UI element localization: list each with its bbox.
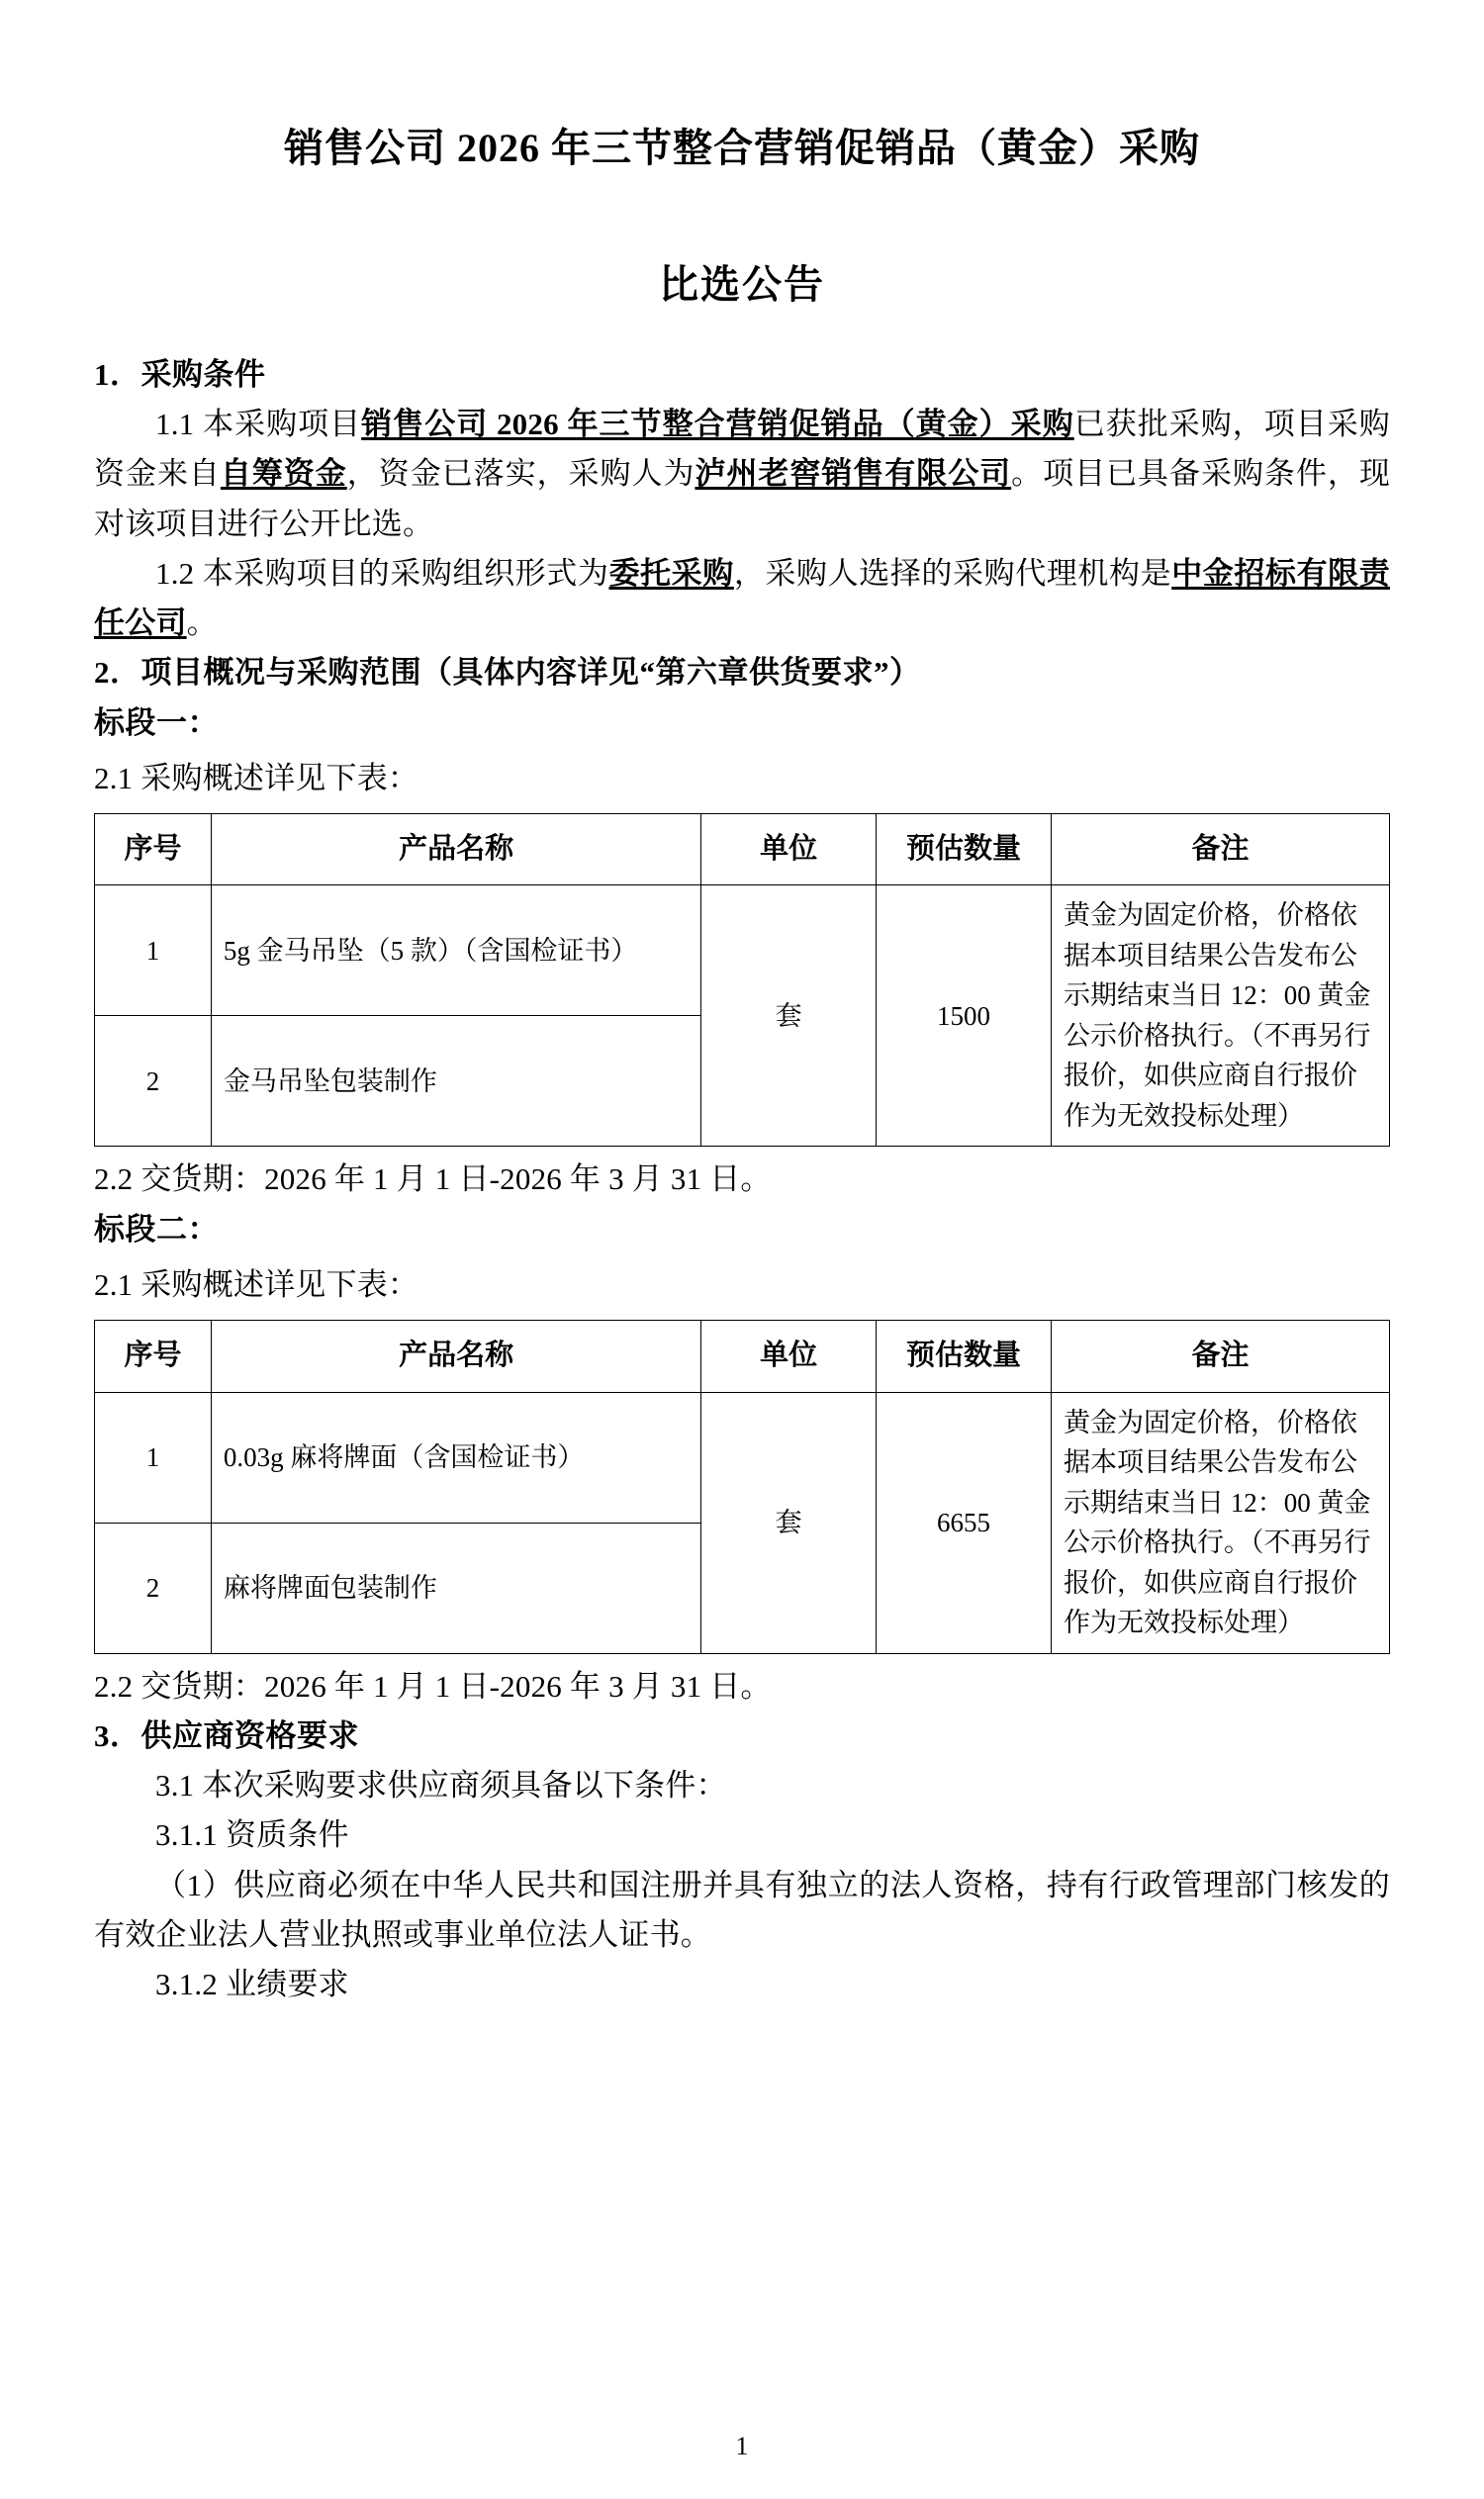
table-row [95,1392,1390,1523]
cell-note: 黄金为固定价格，价格依据本项目结果公告发布公示期结束当日 12：00 黄金公示价格执行。（不再另行报价，如供应商自行报价作为无效投标处理） [1052,885,1390,1147]
lot-1-label: 标段一： [94,704,219,740]
col-header-unit: 单位 [701,813,877,885]
col-header-index: 序号 [95,813,212,885]
clause-3-1: 3.1 本次采购要求供应商须具备以下条件： [155,1768,727,1804]
col-header-note: 备注 [1052,1321,1390,1393]
lot-2-table [94,1320,1390,1654]
col-header-product: 产品名称 [211,1321,700,1393]
section-2 [94,648,1390,1712]
cell-index: 2 [95,1523,212,1653]
clause-1-1-project-name: 销售公司 2026 年三节整合营销促销品（黄金）采购 [361,407,1074,442]
col-header-quantity: 预估数量 [877,813,1052,885]
cell-unit: 套 [701,885,877,1147]
clause-1-2-part-c: ，采购人选择的采购代理机构是 [733,555,1172,591]
cell-index: 2 [95,1016,212,1147]
clause-1-1 [94,400,1390,549]
clause-1-2 [94,549,1390,648]
col-header-unit: 单位 [701,1321,877,1393]
section-1-heading: 1．采购条件 [94,357,266,392]
section-3-heading: 3．供应商资格要求 [94,1717,359,1753]
col-header-index: 序号 [95,1321,212,1393]
lot-2-clause-2-2: 2.2 交货期：2026 年 1 月 1 日-2026 年 3 月 31 日。 [94,1668,772,1704]
section-1 [94,350,1390,648]
table-row [95,885,1390,1016]
clause-1-1-part-g: 。项目已具备采购条件，现对该项目进行公开比选。 [94,456,1391,541]
cell-index: 1 [95,1392,212,1523]
lot-2-label: 标段二： [94,1211,219,1247]
cell-product: 0.03g 麻将牌面（含国检证书） [211,1392,700,1523]
clause-3-1-1-item-1: （1）供应商必须在中华人民共和国注册并具有独立的法人资格，持有行政管理部门核发的有效企业法人营业执照或事业单位法人证书。 [94,1867,1390,1952]
cell-unit: 套 [701,1392,877,1653]
clause-3-1-1: 3.1.1 资质条件 [155,1817,349,1853]
clause-1-1-part-e: ，资金已落实，采购人为 [346,456,696,492]
section-2-heading: 2．项目概况与采购范围（具体内容详见“第六章供货要求”） [94,655,921,691]
col-header-note: 备注 [1052,813,1390,885]
table-header-row [95,1321,1390,1393]
clause-1-1-part-c: 已获批采购，项目采购资金来自 [94,407,1390,492]
cell-product: 5g 金马吊坠（5 款）（含国检证书） [211,885,700,1016]
cell-product: 麻将牌面包装制作 [211,1523,700,1653]
page-number: 1 [735,2432,749,2460]
page-title: 销售公司 2026 年三节整合营销促销品（黄金）采购 [284,126,1200,170]
col-header-quantity: 预估数量 [877,1321,1052,1393]
clause-1-2-part-e: 。 [186,605,218,641]
lot-1-clause-2-2: 2.2 交货期：2026 年 1 月 1 日-2026 年 3 月 31 日。 [94,1161,772,1197]
cell-index: 1 [95,885,212,1016]
clause-1-2-form: 委托采购 [608,555,734,591]
page-subtitle: 比选公告 [659,262,825,307]
clause-1-2-agency: 中金招标有限责任公司 [94,555,1390,641]
lot-2-clause-2-1: 2.1 采购概述详见下表： [94,1266,419,1302]
section-3 [94,1712,1390,2009]
cell-product: 金马吊坠包装制作 [211,1016,700,1147]
clause-3-1-2: 3.1.2 业绩要求 [155,1966,349,2001]
clause-1-1-purchaser: 泸州老窖销售有限公司 [695,456,1012,492]
clause-1-2-part-a: 1.2 本采购项目的采购组织形式为 [155,555,609,591]
lot-1-clause-2-1: 2.1 采购概述详见下表： [94,760,419,795]
cell-note: 黄金为固定价格，价格依据本项目结果公告发布公示期结束当日 12：00 黄金公示价格执行。（不再另行报价，如供应商自行报价作为无效投标处理） [1052,1392,1390,1653]
clause-1-1-part-a: 1.1 本采购项目 [155,407,362,442]
cell-quantity: 1500 [877,885,1052,1147]
clause-1-1-funding: 自筹资金 [220,456,347,492]
table-header-row [95,813,1390,885]
col-header-product: 产品名称 [211,813,700,885]
lot-1-table [94,813,1390,1148]
cell-quantity: 6655 [877,1392,1052,1653]
